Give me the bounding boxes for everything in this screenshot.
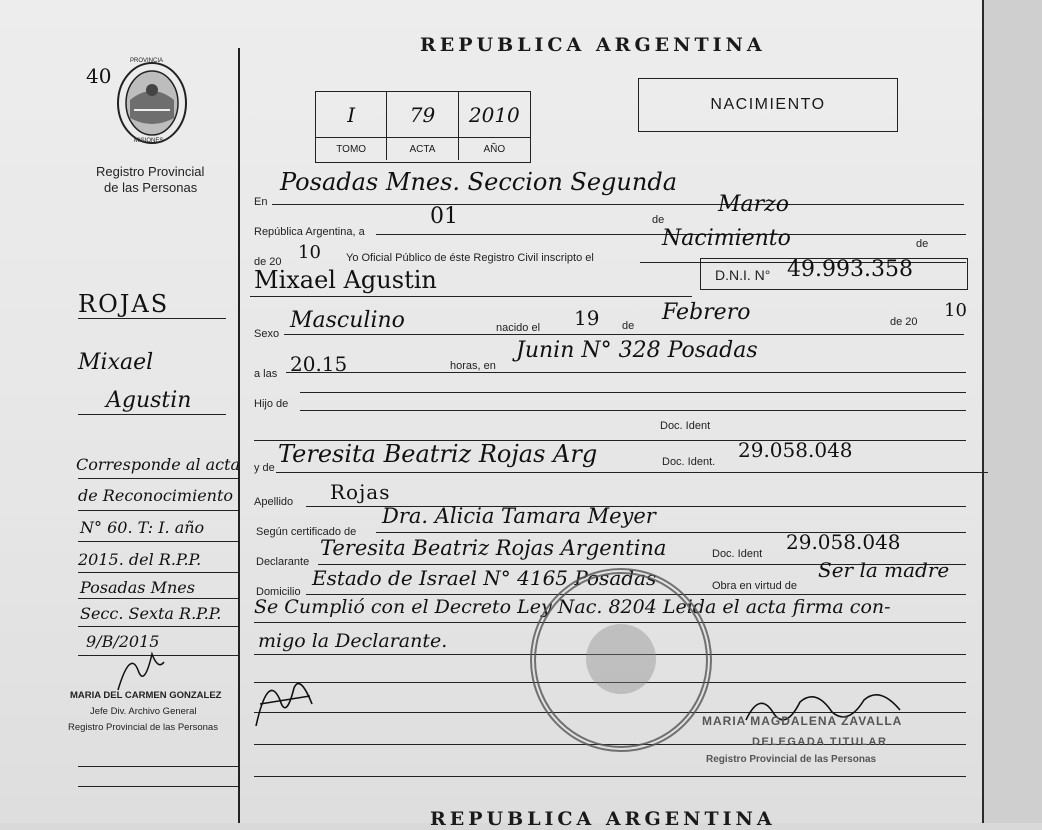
acta-label: ACTA	[387, 138, 458, 160]
label-obra: Obra en virtud de	[712, 580, 797, 592]
margin-note-line: 9/B/2015	[86, 632, 160, 651]
label-doc-ident-1: Doc. Ident	[660, 420, 711, 432]
form-line	[284, 334, 964, 335]
year-value: 10	[298, 242, 321, 263]
inscription-value: Nacimiento	[662, 226, 791, 251]
margin-note-line: 2015. del R.P.P.	[78, 550, 202, 569]
registry-name-line2: de las Personas	[104, 180, 198, 195]
folio-number: 40	[86, 64, 112, 88]
observation-line-1: Se Cumplió con el Decreto Ley Nac. 8204 Leida el acta firma con-	[254, 596, 891, 618]
form-line	[300, 392, 966, 393]
label-dni: D.N.I. N°	[715, 267, 771, 283]
birthplace-value: Junin N° 328 Posadas	[516, 338, 758, 363]
label-oficial: Yo Oficial Público de éste Registro Civil inscripto el	[346, 252, 594, 264]
label-doc-ident-3: Doc. Ident	[712, 548, 763, 560]
margin-line	[78, 510, 238, 511]
declarant-doc-value: 29.058.048	[786, 530, 901, 554]
mother-doc-value: 29.058.048	[738, 438, 853, 462]
form-line	[254, 776, 966, 777]
label-de-month: de	[622, 320, 635, 332]
margin-line	[78, 414, 226, 415]
day-value: 01	[430, 204, 458, 229]
dni-box	[700, 258, 968, 290]
margin-surname: ROJAS	[78, 290, 170, 318]
dni-value: 49.993.358	[787, 257, 913, 282]
form-line	[300, 410, 966, 411]
form-line	[286, 372, 966, 373]
label-domicilio: Domicilio	[256, 586, 301, 598]
declarant-signature-icon	[250, 664, 320, 734]
basis-value: Ser la madre	[818, 558, 950, 582]
label-de20: de 20	[254, 256, 282, 268]
officer-name: MARIA MAGDALENA ZAVALLA	[702, 714, 903, 728]
margin-note-line: Secc. Sexta R.P.P.	[80, 604, 222, 623]
label-de-end: de	[916, 238, 929, 250]
label-segun: Según certificado de	[256, 526, 357, 538]
hour-value: 20.15	[290, 352, 348, 376]
form-line	[250, 296, 692, 297]
birth-month-value: Febrero	[662, 300, 751, 325]
official-stamp-icon	[530, 568, 712, 752]
label-hijo: Hijo de	[254, 398, 289, 410]
margin-note-line: Posadas Mnes	[80, 578, 195, 597]
month-value: Marzo	[718, 192, 789, 217]
label-de: de	[652, 214, 665, 226]
acta-value: 79	[387, 92, 458, 138]
margin-line	[78, 766, 238, 767]
label-nacido: nacido el	[496, 322, 541, 334]
record-number-table	[315, 91, 531, 163]
margin-note-line: Corresponde al acta	[76, 455, 241, 474]
label-republica: República Argentina, a	[254, 226, 365, 238]
officer-registry: Registro Provincial de las Personas	[706, 754, 877, 765]
document-title: REPUBLICA ARGENTINA	[420, 34, 766, 56]
document-title-bottom: REPUBLICA ARGENTINA	[430, 808, 776, 830]
seal-text-top: PROVINCIA	[130, 58, 164, 64]
registry-name-line1: Registro Provincial	[96, 164, 205, 179]
ano-label: AÑO	[483, 143, 506, 155]
margin-signer-name: MARIA DEL CARMEN GONZALEZ	[70, 690, 222, 701]
label-sexo: Sexo	[254, 328, 280, 340]
ano-value: 2010	[459, 92, 530, 138]
margin-line	[78, 478, 238, 479]
seal-text-bottom: MISIONES	[134, 138, 164, 144]
mother-value: Teresita Beatriz Rojas Arg	[278, 440, 598, 468]
address-value: Estado de Israel N° 4165 Posadas	[312, 566, 657, 590]
margin-firstname-2: Agustin	[106, 388, 192, 413]
margin-line	[78, 626, 238, 627]
birth-year-value: 10	[944, 300, 967, 321]
tomo-label: TOMO	[316, 138, 387, 160]
margin-note-line: N° 60. T: I. año	[80, 518, 205, 537]
label-doc-ident-2: Doc. Ident.	[662, 456, 716, 468]
label-yde: y de	[254, 462, 275, 474]
margin-line	[78, 318, 226, 319]
declarant-value: Teresita Beatriz Rojas Argentina	[320, 536, 667, 560]
form-line	[276, 472, 988, 473]
margin-note-line: de Reconocimiento	[78, 486, 234, 505]
margin-line	[78, 786, 238, 787]
label-de20b: de 20	[890, 316, 918, 328]
margin-line	[78, 572, 238, 573]
name-value: Mixael Agustin	[254, 266, 437, 294]
officer-title: DELEGADA TITULAR	[752, 736, 888, 748]
margin-divider	[238, 48, 240, 823]
label-horas: horas, en	[450, 360, 496, 372]
observation-line-2: migo la Declarante.	[258, 630, 448, 652]
label-declarante: Declarante	[256, 556, 310, 568]
label-alas: a las	[254, 368, 278, 380]
birth-day-value: 19	[574, 306, 600, 330]
provincial-seal-icon	[114, 60, 190, 146]
certifier-value: Dra. Alicia Tamara Meyer	[382, 504, 656, 528]
form-line	[272, 204, 964, 205]
place-value: Posadas Mnes. Seccion Segunda	[280, 168, 678, 196]
margin-line	[78, 598, 238, 599]
document-type-box: NACIMIENTO	[638, 78, 898, 132]
margin-signer-title: Jefe Div. Archivo General	[90, 706, 197, 717]
sex-value: Masculino	[290, 308, 405, 333]
margin-line	[78, 541, 238, 542]
label-en: En	[254, 196, 268, 208]
margin-firstname-1: Mixael	[78, 350, 154, 375]
label-apellido: Apellido	[254, 496, 294, 508]
tomo-value: I	[316, 92, 387, 138]
page-edge	[982, 0, 1042, 823]
surname-value: Rojas	[330, 480, 391, 504]
margin-signer-registry: Registro Provincial de las Personas	[68, 722, 218, 733]
